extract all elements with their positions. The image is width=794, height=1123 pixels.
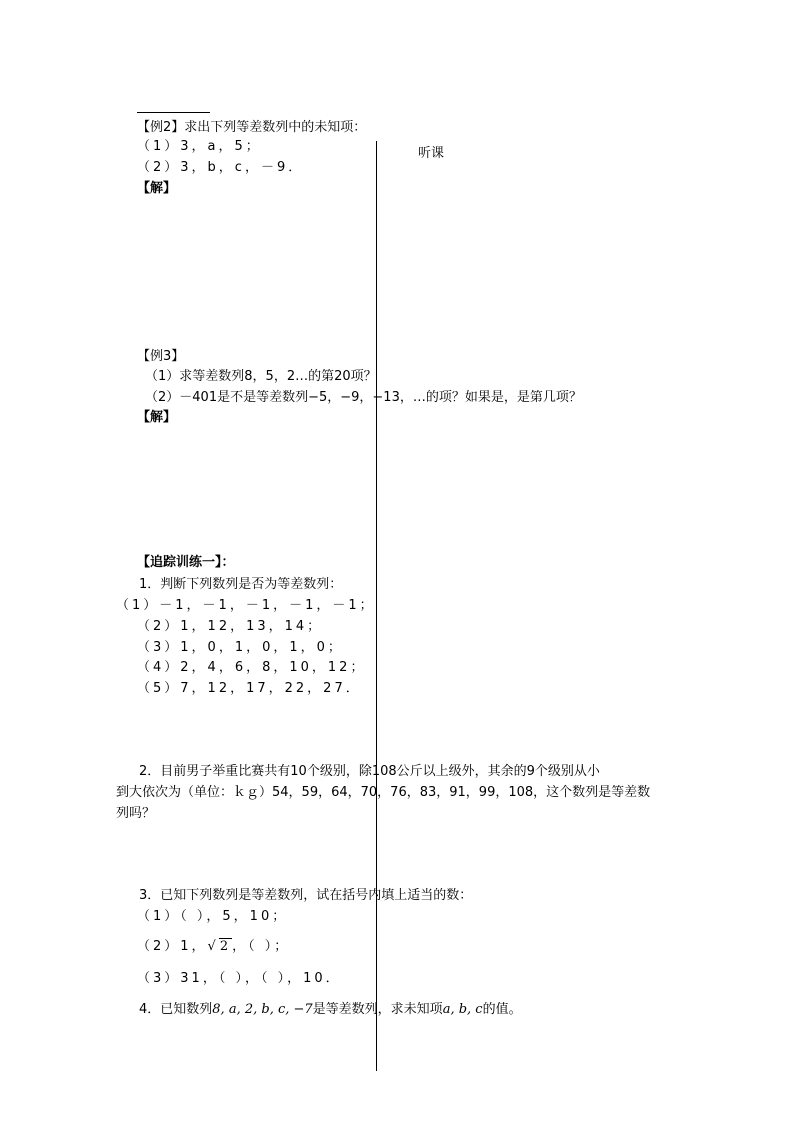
practice-3-item-1: （1）（ ），5，10； (137, 909, 289, 924)
side-note-listening: 听课 (418, 146, 445, 161)
practice-1-item: （2）1，12，13，14； (137, 619, 324, 634)
practice-1-item: （3）1，0，1，0，1，0； (137, 640, 344, 655)
practice-2-line-2: 到大依次为（单位：ｋｇ）54，59，64，70，76，83，91，99，108，这个数列是等差数 (116, 785, 651, 800)
square-root-symbol: √ (207, 939, 219, 954)
practice-1-item: （5）7，12，17，22，27． (137, 681, 362, 696)
example-3-solution-label: 【解】 (137, 410, 177, 425)
practice-1-item: （1）－1，－1，－1，－1，－1； (116, 598, 376, 613)
practice-2-line-1: 2．目前男子举重比赛共有10个级别，除108公斤以上级外，其余的9个级别从小 (139, 764, 600, 779)
practice-3-item-2-suffix: ，（ ）； (232, 939, 291, 954)
practice-4-sequence: 8, a, 2, b, c, −7 (212, 1002, 313, 1017)
practice-4-middle: 是等差数列，求未知项 (312, 1002, 443, 1017)
column-divider (376, 141, 377, 1071)
practice-4-prefix: 4．已知数列 (139, 1002, 213, 1017)
example-2-solution-label: 【解】 (137, 181, 177, 196)
example-2-title: 【例2】求出下列等差数列中的未知项： (137, 120, 367, 135)
practice-title: 【追踪训练一】： (137, 555, 235, 570)
example-3-question-2: （2）－401是不是等差数列−5，−9，−13，…的项？如果是，是第几项？ (145, 390, 582, 405)
practice-1-stem: 1．判断下列数列是否为等差数列： (139, 577, 343, 592)
example-3-title: 【例3】 (137, 349, 185, 364)
practice-3-item-2-prefix: （2）1， (137, 939, 208, 954)
square-root-radicand: 2 (219, 939, 232, 954)
practice-3-stem: 3．已知下列数列是等差数列，试在括号内填上适当的数： (139, 888, 473, 903)
example-2-question-1: （1）3，a，5； (137, 139, 262, 154)
practice-4-variables: a, b, c (442, 1002, 483, 1017)
practice-4-suffix: 的值。 (482, 1002, 522, 1017)
practice-2-line-3: 列吗？ (116, 806, 156, 821)
practice-3-item-3: （3）31，（ ），（ ），10． (137, 971, 342, 986)
practice-4 (139, 1001, 522, 1019)
example-3-question-1: （1）求等差数列8，5，2…的第20项？ (145, 369, 377, 384)
practice-3-item-2 (137, 938, 290, 956)
header-rule (137, 112, 210, 113)
example-2-question-2: （2）3，b，c，－9． (137, 160, 305, 175)
practice-1-item: （4）2，4，6，8，10，12； (137, 660, 367, 675)
